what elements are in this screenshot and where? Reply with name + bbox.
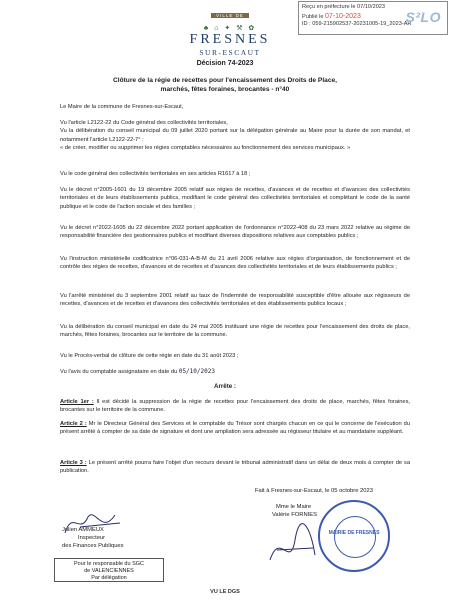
vu-1c: « de créer, modifier ou supprimer les régies comptables nécessaires au fonctionnement des services municipaux. » xyxy=(60,144,351,151)
footer-vu-dgs: VU LE DGS xyxy=(210,589,240,595)
stamp-published-date: 07-10-2023 xyxy=(325,12,361,20)
vu-1b: Vu la délibération du conseil municipal du 09 juillet 2020 portant sur la délégation générale au Maire pour la durée de son mandat, et notamment l'article L2122-22-7° : xyxy=(60,128,410,143)
arrete-heading: Arrête : xyxy=(213,383,236,390)
logo-name: FRESNES xyxy=(189,32,271,47)
article-1: Article 1er : Il est décidé la suppression de la régie de recettes pour l'encaissement des droits de place, marchés, fêtes foraines, brocantes sur le territoire de la commune. xyxy=(60,399,410,414)
intro: Le Maire de la commune de Fresnes-sur-Escaut, xyxy=(60,104,184,110)
delegation-stamp: Pour le responsable du SGC de VALENCIENNES Par délégation xyxy=(54,558,164,582)
stamp-received: Reçu en préfecture le 07/10/2023 xyxy=(302,4,386,10)
maire-signature xyxy=(265,520,325,575)
inspector-title: Inspecteur xyxy=(78,535,106,541)
vu-2: Vu le code général des collectivités territoriales en ses articles R1617 à 18 ; xyxy=(60,171,251,177)
vu-4: Vu le décret n°2022-1605 du 22 décembre 2022 portant application de l'ordonnance n°2022-408 du 23 mars 2022 relative au régime de responsabilité financière des gestionnaires publics et modifiant diverses dispositions relatives aux comptables publics ; xyxy=(60,225,410,240)
maire-name: Valérie FORNIES xyxy=(272,512,317,518)
vu-9: Vu l'avis du comptable assignataire en date du 05/10/2023 xyxy=(60,368,215,375)
mairie-seal: MAIRIE DE FRESNES xyxy=(318,500,390,572)
stamp-published-label: Publié le xyxy=(302,13,324,20)
subject-line-2: marchés, fêtes foraines, brocantes - n°40 xyxy=(160,86,290,93)
article-2: Article 2 : Mr le Directeur Général des Services et le comptable du Trésor sont chargés chacun en ce qui le concerne de l'exécution du présent arrêté à compter de sa date de signature et dont une ampliation sera adressée au régisseur titulaire et au mandataire suppléant. xyxy=(60,421,410,436)
maire-label: Mme le Maire xyxy=(276,504,312,510)
logo-icons: ♣ ⌂ ✦ ⚒ ✿ xyxy=(203,25,257,32)
subject-line-1: Clôture de la régie de recettes pour l'encaissement des Droits de Place, xyxy=(112,77,337,84)
inspector-org: des Finances Publiques xyxy=(62,543,124,549)
handwritten-date: 05/10/2023 xyxy=(178,368,215,375)
town-logo xyxy=(150,4,310,57)
slo-logo: S²LO xyxy=(405,9,441,25)
logo-sub: SUR-ESCAUT xyxy=(199,48,261,57)
vu-5: Vu l'instruction ministérielle codificatrice n°06-031-A-B-M du 21 avril 2006 relative aux régies d'organisation, de fonctionnement et de contrôle des régies de recettes, d'avances et de recettes et d'avances des collectivités territoriales et de leurs établissements publics ; xyxy=(60,256,410,271)
vu-6: Vu l'arrêté ministériel du 3 septembre 2001 relatif au taux de l'indemnité de responsabilité susceptible d'être allouée aux régisseurs de recettes, d'avances et de recettes et d'avances des collectivités territoriales et des établissements publics locaux ; xyxy=(60,293,410,308)
inspector-name: Julien AMMEUX xyxy=(62,527,104,533)
vu-block-1 xyxy=(60,119,410,152)
stamp-id: ID : 059-215902537-20231005-19_2023-AR xyxy=(302,21,412,28)
prefecture-stamp xyxy=(298,1,448,35)
article-3: Article 3 : Le présent arrêté pourra faire l'objet d'un recours devant le tribunal administratif dans un délai de deux mois à compter de sa publication. xyxy=(60,460,410,475)
vu-1a: Vu l'article L2122-22 du Code général des collectivités territoriales, xyxy=(60,120,228,126)
vu-3: Vu le décret n°2005-1601 du 19 décembre 2005 relatif aux régies de recettes, d'avances et de recettes et d'avances des collectivités territoriales et de leurs établissements publics, modifiant le code général des collectivités territoriales et complétant le code de la santé publique et le code de l'action sociale et des familles ; xyxy=(60,187,410,210)
vu-7: Vu la délibération du conseil municipal en date du 24 mai 2005 instituant une régie de recettes pour l'encaissement des droits de place, marchés, fêtes foraines, brocantes sur le territoire de la commune. xyxy=(60,324,410,339)
decision-title: Décision 74-2023 xyxy=(196,60,254,67)
logo-ville: VILLE DE xyxy=(211,13,249,18)
fait-line: Fait à Fresnes-sur-Escaut, le 05 octobre 2023 xyxy=(255,488,373,494)
vu-8: Vu le Procès-verbal de clôture de cette régie en date du 31 août 2023 ; xyxy=(60,353,239,359)
